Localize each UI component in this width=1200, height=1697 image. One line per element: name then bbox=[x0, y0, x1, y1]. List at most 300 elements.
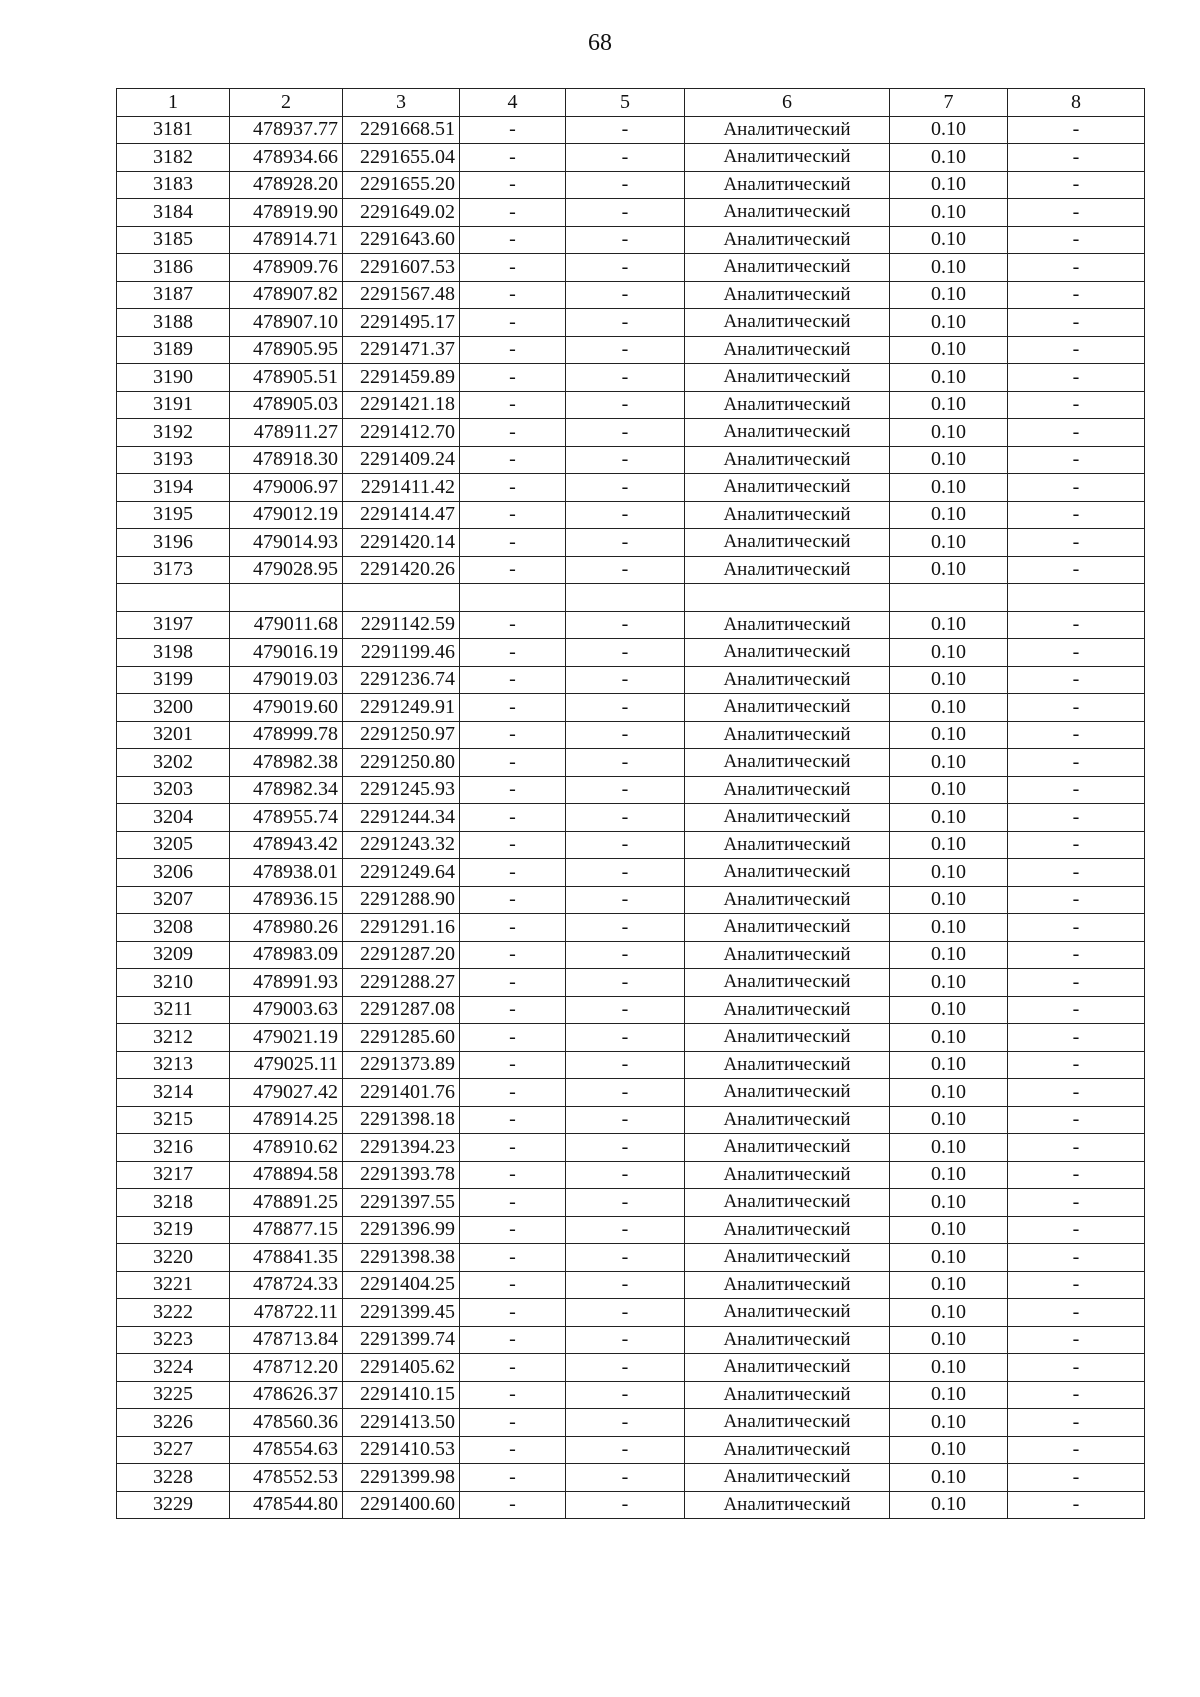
column-5-cell: - bbox=[566, 749, 685, 777]
column-4-cell: - bbox=[460, 254, 566, 282]
column-5-cell: - bbox=[566, 1244, 685, 1272]
x-coordinate-cell: 479011.68 bbox=[230, 611, 343, 639]
x-coordinate-cell: 478907.10 bbox=[230, 309, 343, 337]
column-5-cell: - bbox=[566, 309, 685, 337]
table-row bbox=[117, 474, 1145, 502]
column-5-cell: - bbox=[566, 1051, 685, 1079]
point-number-cell: 3200 bbox=[117, 694, 230, 722]
method-cell: Аналитический bbox=[685, 1161, 890, 1189]
precision-cell: 0.10 bbox=[890, 391, 1008, 419]
point-number-cell: 3215 bbox=[117, 1106, 230, 1134]
precision-cell: 0.10 bbox=[890, 776, 1008, 804]
table-row bbox=[117, 611, 1145, 639]
column-5-cell: - bbox=[566, 364, 685, 392]
table-row bbox=[117, 886, 1145, 914]
y-coordinate-cell bbox=[343, 584, 460, 612]
x-coordinate-cell: 478982.38 bbox=[230, 749, 343, 777]
x-coordinate-cell: 479025.11 bbox=[230, 1051, 343, 1079]
precision-cell: 0.10 bbox=[890, 556, 1008, 584]
y-coordinate-cell: 2291142.59 bbox=[343, 611, 460, 639]
column-header: 2 bbox=[230, 89, 343, 117]
x-coordinate-cell: 478905.95 bbox=[230, 336, 343, 364]
point-number-cell: 3188 bbox=[117, 309, 230, 337]
column-5-cell: - bbox=[566, 1491, 685, 1519]
y-coordinate-cell: 2291236.74 bbox=[343, 666, 460, 694]
column-4-cell: - bbox=[460, 1436, 566, 1464]
point-number-cell: 3224 bbox=[117, 1354, 230, 1382]
header-row bbox=[117, 89, 1145, 117]
column-5-cell: - bbox=[566, 1134, 685, 1162]
point-number-cell: 3210 bbox=[117, 969, 230, 997]
precision-cell: 0.10 bbox=[890, 749, 1008, 777]
y-coordinate-cell: 2291249.64 bbox=[343, 859, 460, 887]
column-4-cell: - bbox=[460, 1326, 566, 1354]
point-number-cell: 3173 bbox=[117, 556, 230, 584]
column-4-cell: - bbox=[460, 281, 566, 309]
column-8-cell: - bbox=[1008, 1491, 1145, 1519]
column-4-cell: - bbox=[460, 529, 566, 557]
y-coordinate-cell: 2291421.18 bbox=[343, 391, 460, 419]
precision-cell: 0.10 bbox=[890, 446, 1008, 474]
column-header: 8 bbox=[1008, 89, 1145, 117]
precision-cell: 0.10 bbox=[890, 199, 1008, 227]
precision-cell: 0.10 bbox=[890, 281, 1008, 309]
method-cell: Аналитический bbox=[685, 501, 890, 529]
y-coordinate-cell: 2291399.45 bbox=[343, 1299, 460, 1327]
table-row bbox=[117, 419, 1145, 447]
table-row bbox=[117, 1051, 1145, 1079]
column-8-cell: - bbox=[1008, 419, 1145, 447]
column-8-cell: - bbox=[1008, 1051, 1145, 1079]
table-row bbox=[117, 1216, 1145, 1244]
method-cell: Аналитический bbox=[685, 116, 890, 144]
column-header: 4 bbox=[460, 89, 566, 117]
column-8-cell: - bbox=[1008, 886, 1145, 914]
precision-cell: 0.10 bbox=[890, 336, 1008, 364]
table-row bbox=[117, 804, 1145, 832]
column-4-cell: - bbox=[460, 1024, 566, 1052]
method-cell: Аналитический bbox=[685, 529, 890, 557]
point-number-cell: 3195 bbox=[117, 501, 230, 529]
precision-cell: 0.10 bbox=[890, 1134, 1008, 1162]
column-5-cell: - bbox=[566, 776, 685, 804]
column-4-cell: - bbox=[460, 226, 566, 254]
column-5-cell: - bbox=[566, 336, 685, 364]
method-cell: Аналитический bbox=[685, 281, 890, 309]
column-4-cell: - bbox=[460, 1079, 566, 1107]
point-number-cell: 3192 bbox=[117, 419, 230, 447]
table-row bbox=[117, 364, 1145, 392]
column-4-cell: - bbox=[460, 1381, 566, 1409]
column-5-cell: - bbox=[566, 501, 685, 529]
precision-cell: 0.10 bbox=[890, 1381, 1008, 1409]
point-number-cell: 3193 bbox=[117, 446, 230, 474]
column-4-cell: - bbox=[460, 1216, 566, 1244]
column-8-cell: - bbox=[1008, 859, 1145, 887]
column-4-cell: - bbox=[460, 501, 566, 529]
precision-cell: 0.10 bbox=[890, 1161, 1008, 1189]
column-4-cell: - bbox=[460, 1134, 566, 1162]
precision-cell: 0.10 bbox=[890, 1464, 1008, 1492]
x-coordinate-cell: 478911.27 bbox=[230, 419, 343, 447]
y-coordinate-cell: 2291287.08 bbox=[343, 996, 460, 1024]
column-4-cell: - bbox=[460, 1051, 566, 1079]
table-row bbox=[117, 639, 1145, 667]
x-coordinate-cell: 478919.90 bbox=[230, 199, 343, 227]
method-cell: Аналитический bbox=[685, 171, 890, 199]
method-cell: Аналитический bbox=[685, 556, 890, 584]
precision-cell: 0.10 bbox=[890, 254, 1008, 282]
column-5-cell: - bbox=[566, 446, 685, 474]
column-8-cell: - bbox=[1008, 969, 1145, 997]
precision-cell: 0.10 bbox=[890, 419, 1008, 447]
precision-cell: 0.10 bbox=[890, 1051, 1008, 1079]
method-cell: Аналитический bbox=[685, 226, 890, 254]
column-8-cell: - bbox=[1008, 116, 1145, 144]
method-cell: Аналитический bbox=[685, 694, 890, 722]
point-number-cell: 3211 bbox=[117, 996, 230, 1024]
method-cell: Аналитический bbox=[685, 1409, 890, 1437]
y-coordinate-cell: 2291649.02 bbox=[343, 199, 460, 227]
method-cell: Аналитический bbox=[685, 639, 890, 667]
column-8-cell: - bbox=[1008, 1161, 1145, 1189]
y-coordinate-cell: 2291404.25 bbox=[343, 1271, 460, 1299]
x-coordinate-cell: 478991.93 bbox=[230, 969, 343, 997]
table-row bbox=[117, 1244, 1145, 1272]
table-row bbox=[117, 556, 1145, 584]
column-8-cell: - bbox=[1008, 1271, 1145, 1299]
point-number-cell: 3227 bbox=[117, 1436, 230, 1464]
table-row bbox=[117, 171, 1145, 199]
column-5-cell: - bbox=[566, 1271, 685, 1299]
column-5-cell: - bbox=[566, 1299, 685, 1327]
point-number-cell: 3202 bbox=[117, 749, 230, 777]
table-row bbox=[117, 1271, 1145, 1299]
precision-cell: 0.10 bbox=[890, 694, 1008, 722]
point-number-cell: 3201 bbox=[117, 721, 230, 749]
method-cell: Аналитический bbox=[685, 1271, 890, 1299]
table-row bbox=[117, 1464, 1145, 1492]
method-cell: Аналитический bbox=[685, 474, 890, 502]
precision-cell: 0.10 bbox=[890, 611, 1008, 639]
y-coordinate-cell: 2291250.97 bbox=[343, 721, 460, 749]
y-coordinate-cell: 2291410.15 bbox=[343, 1381, 460, 1409]
column-8-cell: - bbox=[1008, 639, 1145, 667]
x-coordinate-cell: 478983.09 bbox=[230, 941, 343, 969]
x-coordinate-cell: 478909.76 bbox=[230, 254, 343, 282]
table-row bbox=[117, 309, 1145, 337]
precision-cell: 0.10 bbox=[890, 996, 1008, 1024]
column-5-cell: - bbox=[566, 1024, 685, 1052]
point-number-cell: 3214 bbox=[117, 1079, 230, 1107]
y-coordinate-cell: 2291287.20 bbox=[343, 941, 460, 969]
column-4-cell: - bbox=[460, 969, 566, 997]
column-8-cell: - bbox=[1008, 996, 1145, 1024]
column-header: 1 bbox=[117, 89, 230, 117]
column-8-cell: - bbox=[1008, 831, 1145, 859]
table-row bbox=[117, 1189, 1145, 1217]
column-4-cell: - bbox=[460, 914, 566, 942]
method-cell: Аналитический bbox=[685, 1134, 890, 1162]
y-coordinate-cell: 2291405.62 bbox=[343, 1354, 460, 1382]
method-cell: Аналитический bbox=[685, 1299, 890, 1327]
column-header: 3 bbox=[343, 89, 460, 117]
x-coordinate-cell: 478905.03 bbox=[230, 391, 343, 419]
point-number-cell: 3196 bbox=[117, 529, 230, 557]
method-cell: Аналитический bbox=[685, 749, 890, 777]
table-row bbox=[117, 336, 1145, 364]
x-coordinate-cell: 478841.35 bbox=[230, 1244, 343, 1272]
method-cell: Аналитический bbox=[685, 1381, 890, 1409]
x-coordinate-cell: 478722.11 bbox=[230, 1299, 343, 1327]
column-4-cell: - bbox=[460, 859, 566, 887]
column-8-cell: - bbox=[1008, 721, 1145, 749]
column-header: 6 bbox=[685, 89, 890, 117]
method-cell: Аналитический bbox=[685, 776, 890, 804]
point-number-cell: 3213 bbox=[117, 1051, 230, 1079]
table-row bbox=[117, 694, 1145, 722]
x-coordinate-cell: 478910.62 bbox=[230, 1134, 343, 1162]
point-number-cell: 3221 bbox=[117, 1271, 230, 1299]
point-number-cell: 3194 bbox=[117, 474, 230, 502]
table-row bbox=[117, 1409, 1145, 1437]
column-4-cell: - bbox=[460, 474, 566, 502]
table-row bbox=[117, 859, 1145, 887]
column-5-cell: - bbox=[566, 1464, 685, 1492]
x-coordinate-cell: 478891.25 bbox=[230, 1189, 343, 1217]
column-8-cell: - bbox=[1008, 391, 1145, 419]
table-row bbox=[117, 1134, 1145, 1162]
point-number-cell: 3203 bbox=[117, 776, 230, 804]
precision-cell: 0.10 bbox=[890, 1354, 1008, 1382]
y-coordinate-cell: 2291288.27 bbox=[343, 969, 460, 997]
y-coordinate-cell: 2291399.74 bbox=[343, 1326, 460, 1354]
precision-cell: 0.10 bbox=[890, 914, 1008, 942]
method-cell: Аналитический bbox=[685, 1436, 890, 1464]
precision-cell: 0.10 bbox=[890, 1079, 1008, 1107]
precision-cell: 0.10 bbox=[890, 804, 1008, 832]
y-coordinate-cell: 2291397.55 bbox=[343, 1189, 460, 1217]
precision-cell: 0.10 bbox=[890, 1409, 1008, 1437]
table-body bbox=[117, 116, 1145, 1519]
table-row bbox=[117, 584, 1145, 612]
table-row bbox=[117, 1326, 1145, 1354]
column-4-cell: - bbox=[460, 1271, 566, 1299]
method-cell: Аналитический bbox=[685, 611, 890, 639]
table-row bbox=[117, 721, 1145, 749]
column-4-cell: - bbox=[460, 1409, 566, 1437]
point-number-cell: 3183 bbox=[117, 171, 230, 199]
table-row bbox=[117, 1381, 1145, 1409]
x-coordinate-cell: 478934.66 bbox=[230, 144, 343, 172]
method-cell: Аналитический bbox=[685, 1189, 890, 1217]
x-coordinate-cell: 478918.30 bbox=[230, 446, 343, 474]
table-row bbox=[117, 996, 1145, 1024]
column-4-cell: - bbox=[460, 941, 566, 969]
point-number-cell: 3217 bbox=[117, 1161, 230, 1189]
point-number-cell: 3225 bbox=[117, 1381, 230, 1409]
column-4-cell: - bbox=[460, 749, 566, 777]
column-5-cell: - bbox=[566, 1189, 685, 1217]
column-5-cell: - bbox=[566, 556, 685, 584]
method-cell: Аналитический bbox=[685, 1244, 890, 1272]
method-cell: Аналитический bbox=[685, 199, 890, 227]
column-5-cell: - bbox=[566, 804, 685, 832]
precision-cell: 0.10 bbox=[890, 364, 1008, 392]
column-8-cell: - bbox=[1008, 1436, 1145, 1464]
precision-cell: 0.10 bbox=[890, 941, 1008, 969]
point-number-cell: 3190 bbox=[117, 364, 230, 392]
column-8-cell: - bbox=[1008, 1189, 1145, 1217]
column-5-cell: - bbox=[566, 171, 685, 199]
x-coordinate-cell bbox=[230, 584, 343, 612]
point-number-cell: 3229 bbox=[117, 1491, 230, 1519]
method-cell: Аналитический bbox=[685, 446, 890, 474]
column-5-cell: - bbox=[566, 254, 685, 282]
x-coordinate-cell: 478914.71 bbox=[230, 226, 343, 254]
column-8-cell: - bbox=[1008, 666, 1145, 694]
column-4-cell: - bbox=[460, 391, 566, 419]
point-number-cell: 3199 bbox=[117, 666, 230, 694]
x-coordinate-cell: 478914.25 bbox=[230, 1106, 343, 1134]
y-coordinate-cell: 2291401.76 bbox=[343, 1079, 460, 1107]
x-coordinate-cell: 478936.15 bbox=[230, 886, 343, 914]
column-5-cell: - bbox=[566, 1216, 685, 1244]
point-number-cell: 3184 bbox=[117, 199, 230, 227]
x-coordinate-cell: 479021.19 bbox=[230, 1024, 343, 1052]
x-coordinate-cell: 479014.93 bbox=[230, 529, 343, 557]
precision-cell: 0.10 bbox=[890, 969, 1008, 997]
point-number-cell: 3209 bbox=[117, 941, 230, 969]
column-4-cell: - bbox=[460, 804, 566, 832]
x-coordinate-cell: 478712.20 bbox=[230, 1354, 343, 1382]
y-coordinate-cell: 2291413.50 bbox=[343, 1409, 460, 1437]
method-cell: Аналитический bbox=[685, 1079, 890, 1107]
y-coordinate-cell: 2291459.89 bbox=[343, 364, 460, 392]
x-coordinate-cell: 478943.42 bbox=[230, 831, 343, 859]
table-row bbox=[117, 1354, 1145, 1382]
column-5-cell: - bbox=[566, 419, 685, 447]
column-8-cell: - bbox=[1008, 1354, 1145, 1382]
point-number-cell: 3191 bbox=[117, 391, 230, 419]
method-cell: Аналитический bbox=[685, 941, 890, 969]
column-4-cell: - bbox=[460, 336, 566, 364]
column-5-cell: - bbox=[566, 859, 685, 887]
point-number-cell: 3226 bbox=[117, 1409, 230, 1437]
table-row bbox=[117, 1491, 1145, 1519]
point-number-cell: 3207 bbox=[117, 886, 230, 914]
x-coordinate-cell: 479028.95 bbox=[230, 556, 343, 584]
precision-cell: 0.10 bbox=[890, 309, 1008, 337]
y-coordinate-cell: 2291414.47 bbox=[343, 501, 460, 529]
precision-cell bbox=[890, 584, 1008, 612]
column-8-cell: - bbox=[1008, 556, 1145, 584]
table-row bbox=[117, 1079, 1145, 1107]
table-row bbox=[117, 749, 1145, 777]
column-5-cell: - bbox=[566, 391, 685, 419]
column-8-cell: - bbox=[1008, 1244, 1145, 1272]
column-5-cell: - bbox=[566, 1381, 685, 1409]
x-coordinate-cell: 478552.53 bbox=[230, 1464, 343, 1492]
column-5-cell: - bbox=[566, 1079, 685, 1107]
column-4-cell: - bbox=[460, 611, 566, 639]
method-cell: Аналитический bbox=[685, 914, 890, 942]
table-row bbox=[117, 666, 1145, 694]
x-coordinate-cell: 478982.34 bbox=[230, 776, 343, 804]
column-5-cell: - bbox=[566, 529, 685, 557]
method-cell: Аналитический bbox=[685, 1024, 890, 1052]
column-8-cell: - bbox=[1008, 226, 1145, 254]
precision-cell: 0.10 bbox=[890, 116, 1008, 144]
method-cell: Аналитический bbox=[685, 859, 890, 887]
x-coordinate-cell: 479012.19 bbox=[230, 501, 343, 529]
table-row bbox=[117, 776, 1145, 804]
method-cell: Аналитический bbox=[685, 391, 890, 419]
column-5-cell: - bbox=[566, 281, 685, 309]
column-4-cell: - bbox=[460, 694, 566, 722]
column-5-cell: - bbox=[566, 226, 685, 254]
precision-cell: 0.10 bbox=[890, 144, 1008, 172]
precision-cell: 0.10 bbox=[890, 529, 1008, 557]
column-5-cell bbox=[566, 584, 685, 612]
column-header: 5 bbox=[566, 89, 685, 117]
column-8-cell: - bbox=[1008, 914, 1145, 942]
x-coordinate-cell: 478938.01 bbox=[230, 859, 343, 887]
x-coordinate-cell: 478907.82 bbox=[230, 281, 343, 309]
point-number-cell: 3228 bbox=[117, 1464, 230, 1492]
precision-cell: 0.10 bbox=[890, 1216, 1008, 1244]
column-8-cell: - bbox=[1008, 611, 1145, 639]
point-number-cell: 3187 bbox=[117, 281, 230, 309]
column-8-cell: - bbox=[1008, 254, 1145, 282]
table-row bbox=[117, 116, 1145, 144]
column-4-cell: - bbox=[460, 419, 566, 447]
method-cell: Аналитический bbox=[685, 364, 890, 392]
x-coordinate-cell: 478554.63 bbox=[230, 1436, 343, 1464]
y-coordinate-cell: 2291394.23 bbox=[343, 1134, 460, 1162]
column-5-cell: - bbox=[566, 1106, 685, 1134]
column-8-cell: - bbox=[1008, 776, 1145, 804]
point-number-cell: 3220 bbox=[117, 1244, 230, 1272]
precision-cell: 0.10 bbox=[890, 886, 1008, 914]
column-4-cell: - bbox=[460, 1106, 566, 1134]
column-5-cell: - bbox=[566, 1409, 685, 1437]
y-coordinate-cell: 2291643.60 bbox=[343, 226, 460, 254]
precision-cell: 0.10 bbox=[890, 1299, 1008, 1327]
y-coordinate-cell: 2291393.78 bbox=[343, 1161, 460, 1189]
column-8-cell: - bbox=[1008, 501, 1145, 529]
point-number-cell: 3204 bbox=[117, 804, 230, 832]
y-coordinate-cell: 2291373.89 bbox=[343, 1051, 460, 1079]
x-coordinate-cell: 479019.03 bbox=[230, 666, 343, 694]
method-cell: Аналитический bbox=[685, 1106, 890, 1134]
x-coordinate-cell: 478928.20 bbox=[230, 171, 343, 199]
table-row bbox=[117, 969, 1145, 997]
column-8-cell: - bbox=[1008, 1381, 1145, 1409]
table-row bbox=[117, 391, 1145, 419]
column-4-cell bbox=[460, 584, 566, 612]
method-cell: Аналитический bbox=[685, 336, 890, 364]
table-row bbox=[117, 446, 1145, 474]
column-5-cell: - bbox=[566, 1326, 685, 1354]
y-coordinate-cell: 2291410.53 bbox=[343, 1436, 460, 1464]
x-coordinate-cell: 478877.15 bbox=[230, 1216, 343, 1244]
column-4-cell: - bbox=[460, 996, 566, 1024]
column-8-cell: - bbox=[1008, 694, 1145, 722]
precision-cell: 0.10 bbox=[890, 474, 1008, 502]
column-4-cell: - bbox=[460, 1161, 566, 1189]
column-8-cell: - bbox=[1008, 749, 1145, 777]
